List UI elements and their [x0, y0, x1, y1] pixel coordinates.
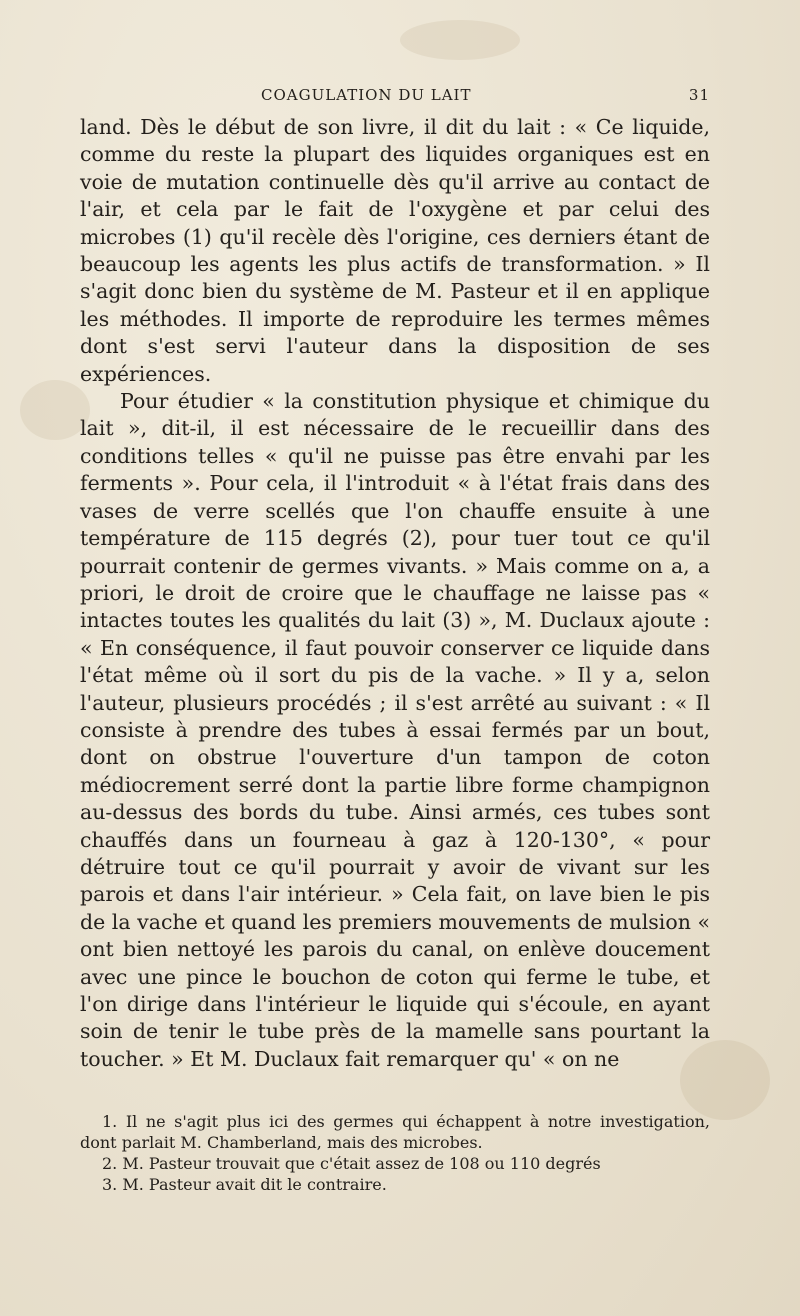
footnote-3: 3. M. Pasteur avait dit le contraire.	[102, 1175, 387, 1195]
page-number: 31	[688, 86, 710, 104]
running-title: COAGULATION DU LAIT	[261, 86, 472, 104]
body-text	[80, 114, 710, 1073]
footnote-1: 1. Il ne s'agit plus ici des germes qui échappent à notre investigation, dont parlait M. Chamberland, mais des microbes.	[80, 1112, 710, 1153]
book-page	[80, 80, 710, 1195]
running-head	[80, 80, 710, 114]
paper-stain	[400, 20, 520, 60]
footnote-2: 2. M. Pasteur trouvait que c'était assez de 108 ou 110 degrés	[102, 1154, 601, 1174]
paragraph: Pour étudier « la constitution physique et chimique du lait », dit-il, il est nécessaire de le recueillir dans des conditions telles « qu'il ne puisse pas être envahi par les ferments ». Pour cela, il l'introduit « à l'état frais dans des vases de verre scellés que l'on chauffe ensuite à une température de 115 degrés (2), pour tuer tout ce qu'il pourrait contenir de germes vivants. » Mais comme on a, a priori, le droit de croire que le chauffage ne laisse pas « intactes toutes les qualités du lait (3) », M. Duclaux ajoute : « En conséquence, il faut pouvoir conserver ce liquide dans l'état même où il sort du pis de la vache. » Il y a, selon l'auteur, plusieurs procédés ; il s'est arrêté au suivant : « Il consiste à prendre des tubes à essai fermés par un bout, dont on obstrue l'ouverture d'un tampon de coton médiocrement serré dont la partie libre forme champignon au-dessus des bords du tube. Ainsi armés, ces tubes sont chauffés dans un fourneau à gaz à 120-130°, « pour détruire tout ce qu'il pourrait y avoir de vivant sur les parois et dans l'air intérieur. » Cela fait, on lave bien le pis de la vache et quand les premiers mouvements de mulsion « ont bien nettoyé les parois du canal, on enlève doucement avec une pince le bouchon de coton qui ferme le tube, et l'on dirige dans l'intérieur le liquide qui s'écoule, en ayant soin de tenir le tube près de la mamelle sans pourtant la toucher. » Et M. Duclaux fait remarquer qu' « on ne	[80, 389, 710, 1071]
paragraph: land. Dès le début de son livre, il dit du lait : « Ce liquide, comme du reste la plupart des liquides organiques est en voie de mutation continuelle dès qu'il arrive au contact de l'air, et cela par le fait de l'oxygène et par celui des microbes (1) qu'il recèle dès l'origine, ces derniers étant de beaucoup les agents les plus actifs de transformation. » Il s'agit donc bien du système de M. Pasteur et il en applique les méthodes. Il importe de reproduire les termes mêmes dont s'est servi l'auteur dans la disposition de ses expériences.	[80, 115, 710, 386]
footnotes	[80, 1111, 710, 1195]
